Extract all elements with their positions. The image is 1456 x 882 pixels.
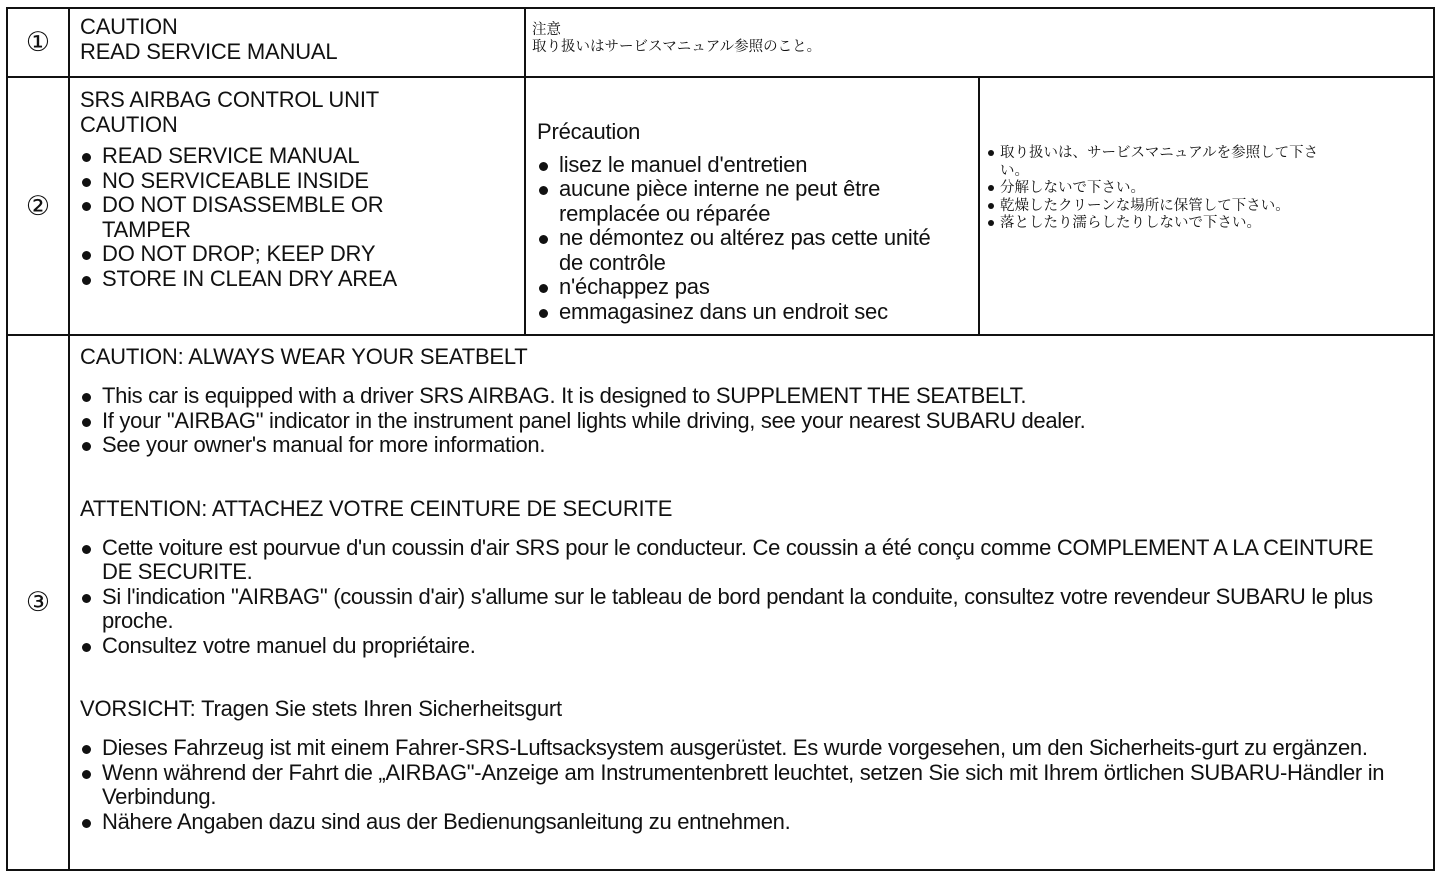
japanese-cell	[980, 78, 1433, 334]
bullet-icon	[82, 594, 91, 603]
bullet-icon	[82, 178, 91, 187]
japanese-list	[987, 145, 1433, 233]
french-heading: Précaution	[537, 119, 641, 144]
list-item: 落としたり濡らしたりしないで下さい。	[987, 215, 1433, 233]
list-item: DO NOT DISASSEMBLE OR TAMPER	[80, 193, 432, 242]
list-item: Dieses Fahrzeug ist mit einem Fahrer-SRS-Luftsacksystem ausgerüstet. Es wurde vorgesehen, um den Sicherheits-gurt zu ergänzen.	[80, 736, 1403, 761]
list-item: 取り扱いは、サービスマニュアルを参照して下さい。	[987, 145, 1320, 180]
row-number-cell	[8, 78, 70, 334]
list-item: n'échappez pas	[537, 275, 978, 300]
table-row-1	[8, 9, 1433, 78]
row-number: ①	[25, 27, 51, 58]
list-item: emmagasinez dans un endroit sec	[537, 300, 978, 325]
bullet-icon	[988, 185, 994, 191]
japanese-cell	[526, 9, 1433, 76]
english-cell	[70, 78, 526, 334]
bullet-icon	[82, 418, 91, 427]
caution-heading: CAUTION	[80, 14, 178, 39]
list-item: Nähere Angaben dazu sind aus der Bedienungsanleitung zu entnehmen.	[80, 810, 1403, 835]
list-item: aucune pièce interne ne peut être remplacée ou réparée	[537, 177, 949, 226]
label-table	[6, 7, 1435, 871]
bullet-icon	[82, 393, 91, 402]
warning-cell	[70, 336, 1433, 869]
list-item: READ SERVICE MANUAL	[80, 144, 524, 169]
french-section	[80, 496, 1403, 659]
row-number-cell	[8, 336, 70, 869]
english-list	[80, 384, 1403, 458]
japanese-text: 取り扱いはサービスマニュアル参照のこと。	[532, 39, 822, 55]
unit-title: SRS AIRBAG CONTROL UNIT	[80, 87, 379, 112]
row-number: ②	[25, 190, 51, 222]
bullet-icon	[82, 276, 91, 285]
list-item: If your "AIRBAG" indicator in the instrument panel lights while driving, see your nearest SUBARU dealer.	[80, 409, 1403, 434]
list-item: Wenn während der Fahrt die „AIRBAG"-Anzeige am Instrumentenbrett leuchtet, setzen Sie sich mit Ihrem örtlichen SUBARU-Händler in Verbindung.	[80, 761, 1403, 810]
bullet-icon	[988, 220, 994, 226]
table-row-3	[8, 336, 1433, 869]
list-item: 乾燥したクリーンな場所に保管して下さい。	[987, 198, 1433, 216]
bullet-icon	[82, 819, 91, 828]
bullet-icon	[82, 153, 91, 162]
german-section	[80, 696, 1403, 834]
list-item: ne démontez ou altérez pas cette unité de contrôle	[537, 226, 959, 275]
list-item: 分解しないで下さい。	[987, 180, 1433, 198]
list-item: lisez le manuel d'entretien	[537, 153, 978, 178]
bullet-icon	[82, 251, 91, 260]
bullet-icon	[82, 545, 91, 554]
bullet-icon	[539, 309, 548, 318]
french-cell	[526, 78, 980, 334]
english-cell	[70, 9, 526, 76]
list-item: Si l'indication "AIRBAG" (coussin d'air) s'allume sur le tableau de bord pendant la conduite, consultez votre revendeur SUBARU le plus proche.	[80, 585, 1403, 634]
bullet-icon	[82, 745, 91, 754]
list-item: Cette voiture est pourvue d'un coussin d'air SRS pour le conducteur. Ce coussin a été conçu comme COMPLEMENT A LA CEINTURE DE SECURITE.	[80, 536, 1403, 585]
german-list	[80, 736, 1403, 834]
bullet-icon	[539, 284, 548, 293]
french-list	[80, 536, 1403, 659]
list-item: This car is equipped with a driver SRS AIRBAG. It is designed to SUPPLEMENT THE SEATBELT.	[80, 384, 1403, 409]
list-item: Consultez votre manuel du propriétaire.	[80, 634, 1403, 659]
list-item: DO NOT DROP; KEEP DRY	[80, 242, 524, 267]
bullet-icon	[82, 442, 91, 451]
row-number: ③	[25, 587, 51, 618]
list-item: STORE IN CLEAN DRY AREA	[80, 267, 524, 292]
caution-heading: CAUTION	[80, 111, 178, 137]
section-heading: VORSICHT: Tragen Sie stets Ihren Sicherheitsgurt	[80, 696, 562, 721]
bullet-icon	[539, 162, 548, 171]
english-list	[80, 144, 524, 291]
table-row-2	[8, 78, 1433, 336]
bullet-icon	[988, 150, 994, 156]
list-item: See your owner's manual for more information.	[80, 433, 1403, 458]
bullet-icon	[82, 643, 91, 652]
bullet-icon	[82, 202, 91, 211]
section-heading: ATTENTION: ATTACHEZ VOTRE CEINTURE DE SECURITE	[80, 495, 673, 521]
section-heading: CAUTION: ALWAYS WEAR YOUR SEATBELT	[80, 344, 528, 369]
bullet-icon	[82, 770, 91, 779]
list-item: NO SERVICEABLE INSIDE	[80, 169, 524, 194]
bullet-icon	[539, 186, 548, 195]
row-number-cell	[8, 9, 70, 76]
french-list	[537, 153, 978, 325]
caution-text: READ SERVICE MANUAL	[80, 38, 338, 64]
bullet-icon	[539, 235, 548, 244]
english-section	[80, 344, 1403, 458]
japanese-heading: 注意	[532, 22, 561, 38]
bullet-icon	[988, 203, 994, 209]
